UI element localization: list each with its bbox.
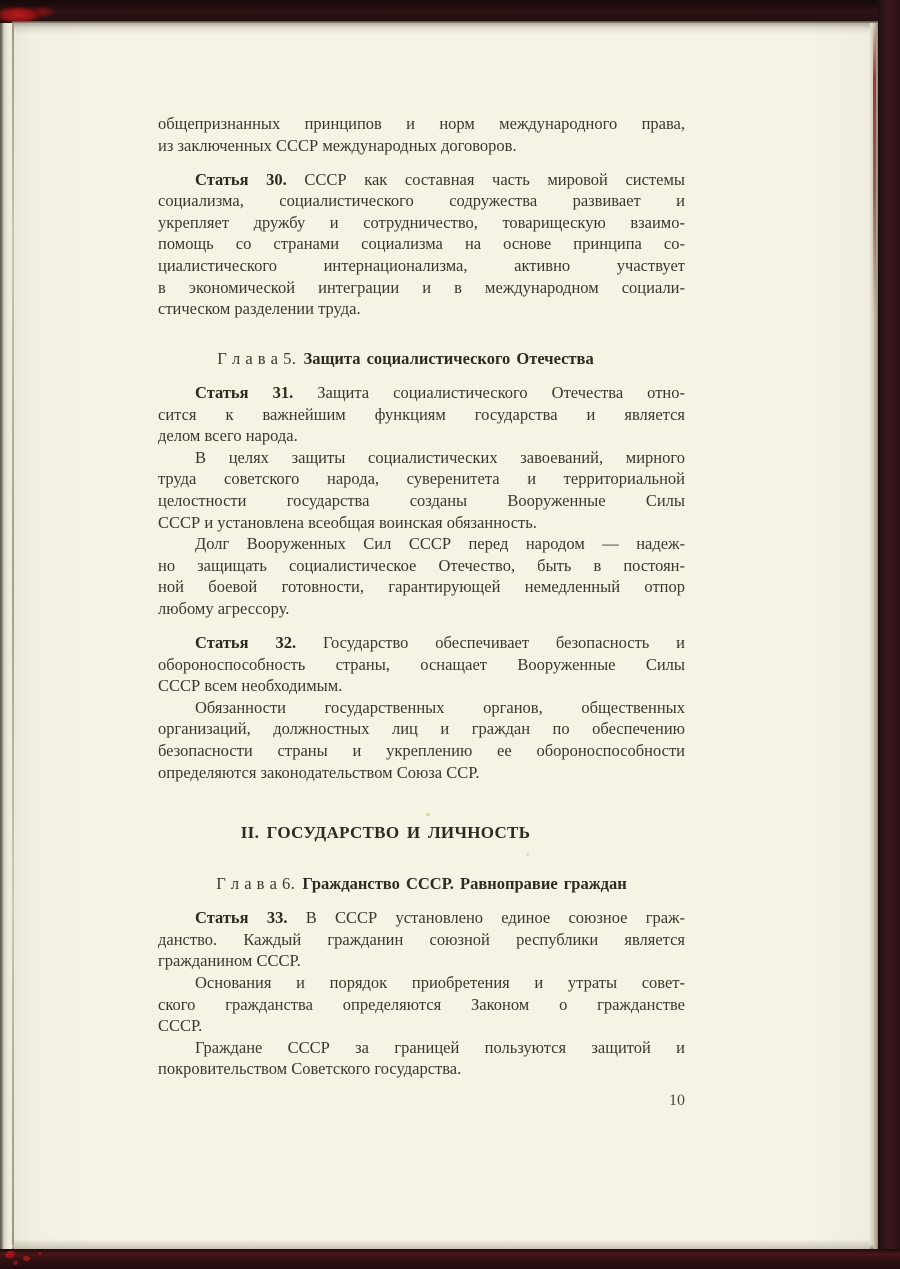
text-line: в экономической интеграции и в международном социали- [158, 277, 685, 297]
text-line [158, 907, 685, 929]
text-column [158, 113, 685, 1112]
text-line: общепризнанных принципов и норм международного права, [158, 114, 685, 133]
article-number: Статья 30. [195, 169, 287, 189]
text-line-content: Государство обеспечивает безопасность и [322, 632, 686, 652]
chapter-number: Г л а в а 6. [216, 874, 296, 894]
cover-marbling-speck [13, 1261, 18, 1265]
chapter-title: Защита социалистического Отечества [303, 348, 594, 368]
chapter-heading [142, 348, 669, 370]
paragraph [158, 972, 685, 1037]
text-line [158, 169, 685, 191]
text-line: данство. Каждый гражданин союзной республики является [158, 929, 685, 949]
cover-marbling-speck [23, 1256, 30, 1261]
text-line: Долг Вооруженных Сил СССР перед народом — надеж- [195, 534, 685, 554]
text-line: Основания и порядок приобретения и утраты совет- [195, 973, 685, 992]
text-line: Граждане СССР за границей пользуются защитой и [195, 1037, 685, 1057]
text-line: укрепляет дружбу и сотрудничество, товарищескую взаимо- [158, 212, 685, 232]
paragraph [158, 382, 685, 447]
text-blocks [158, 113, 685, 1080]
article-number: Статья 33. [195, 908, 288, 928]
article-number: Статья 32. [195, 632, 297, 652]
section-title: II. ГОСУДАРСТВО И ЛИЧНОСТЬ [240, 823, 531, 843]
paragraph [158, 632, 685, 697]
chapter-number: Г л а в а 5. [217, 348, 297, 368]
text-line: Обязанности государственных органов, общественных [195, 697, 685, 717]
section-heading [122, 821, 649, 845]
text-line: определяются законодательством Союза ССР. [158, 762, 480, 782]
text-line: помощь со странами социализма на основе принципа со- [158, 234, 685, 254]
page-top-shadow [14, 23, 870, 35]
text-line: социализма, социалистического содружества развивает и [158, 191, 685, 211]
paragraph [158, 907, 685, 972]
chapter-title: Гражданство СССР. Равноправие граждан [302, 874, 627, 894]
paragraph [158, 1037, 685, 1080]
text-line: ского гражданства определяются Законом о гражданстве [158, 994, 685, 1014]
text-line: обороноспособность страны, оснащает Вооруженные Силы [158, 654, 685, 674]
text-line: любому агрессору. [158, 598, 290, 618]
text-line [158, 382, 685, 404]
text-line: сится к важнейшим функциям государства и является [158, 404, 685, 424]
text-line: СССР. [158, 1016, 203, 1036]
text-line: труда советского народа, суверенитета и территориальной [158, 469, 685, 489]
paragraph-continuation [158, 113, 685, 156]
text-line: безопасности страны и укреплению ее обороноспособности [158, 740, 685, 760]
text-line: но защищать социалистическое Отечество, быть в постоян- [158, 555, 685, 575]
book-cover-bottom [0, 1249, 900, 1269]
paragraph [158, 447, 685, 533]
text-line-content: В СССР установлено единое союзное граж- [305, 908, 685, 928]
text-line-content: Защита социалистического Отечества отно- [317, 382, 685, 402]
page-bottom-shadow [14, 1239, 870, 1249]
cover-red-inner-edge [873, 26, 876, 316]
article-number: Статья 31. [195, 382, 294, 402]
cover-marbling-top-left [0, 3, 60, 23]
text-line [158, 632, 685, 654]
text-line-content: СССР как составная часть мировой системы [304, 169, 685, 189]
paragraph [158, 169, 685, 320]
text-line: делом всего народа. [158, 426, 298, 446]
text-line: стическом разделении труда. [158, 299, 361, 319]
cover-marbling-speck [38, 1252, 42, 1255]
chapter-heading [158, 873, 685, 895]
book-cover-right [878, 0, 900, 1269]
text-line: гражданином СССР. [158, 951, 301, 971]
text-line: СССР всем необходимым. [158, 676, 343, 696]
text-line: целостности государства созданы Вооруженные Силы [158, 490, 685, 510]
paragraph [158, 697, 685, 783]
text-line: ной боевой готовности, гарантирующей немедленный отпор [158, 577, 685, 597]
paragraph [158, 533, 685, 619]
text-line: покровительством Советского государства. [158, 1059, 462, 1079]
text-line: СССР и установлена всеобщая воинская обязанность. [158, 512, 537, 532]
text-line: организаций, должностных лиц и граждан по обеспечению [158, 719, 685, 739]
text-line: из заключенных СССР международных договоров. [158, 135, 517, 155]
text-line: циалистического интернационализма, активно участвует [158, 256, 685, 276]
text-line: В целях защиты социалистических завоеваний, мирного [195, 447, 685, 467]
book-page [14, 23, 870, 1249]
book-cover-top [0, 0, 900, 21]
page-number: 10 [669, 1091, 685, 1109]
